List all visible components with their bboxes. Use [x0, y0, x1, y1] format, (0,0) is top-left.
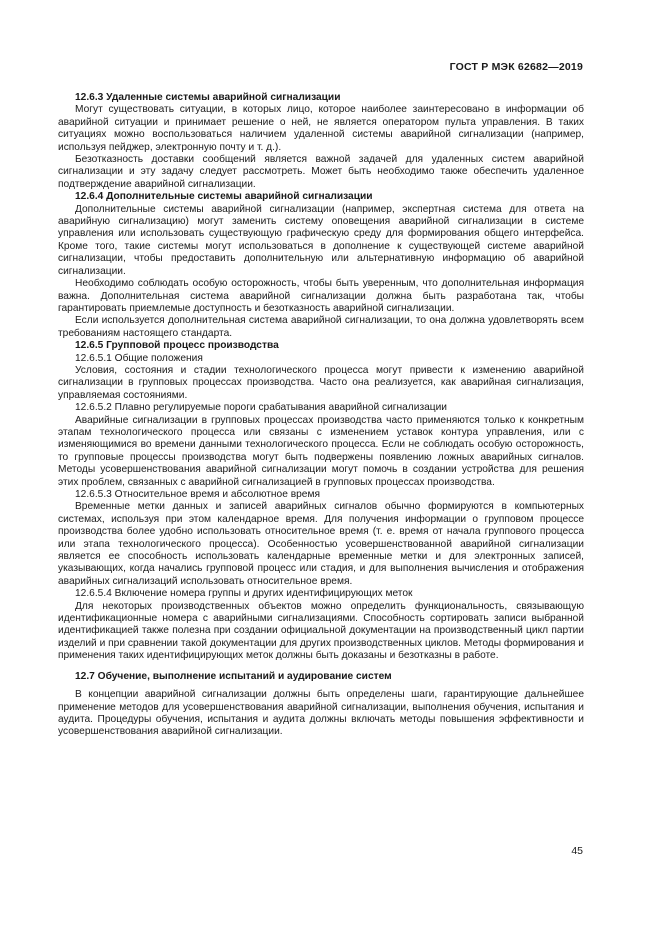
subsection-heading-12-6-5-2: 12.6.5.2 Плавно регулируемые пороги срабатывания аварийной сигнализации: [75, 402, 447, 414]
section-heading-12-6-3: 12.6.3 Удаленные системы аварийной сигнализации: [75, 92, 341, 103]
paragraph: Необходимо соблюдать особую осторожность, чтобы быть уверенным, что дополнительная информация важна. Дополнительная система аварийной сигнализации должна быть разработана так, чтобы гарантировать приемлемые доступность и безотказность аварийной сигнализации.: [58, 278, 584, 314]
section-heading-12-7: 12.7 Обучение, выполнение испытаний и аудирование систем: [75, 670, 392, 682]
paragraph: Если используется дополнительная система аварийной сигнализации, то она должна удовлетворять всем требованиям настоящего стандарта.: [58, 315, 584, 339]
section-heading-12-6-4: 12.6.4 Дополнительные системы аварийной сигнализации: [75, 191, 373, 203]
section-heading-12-6-5: 12.6.5 Групповой процесс производства: [75, 340, 279, 352]
subsection-heading-12-6-5-4: 12.6.5.4 Включение номера группы и других идентифицирующих меток: [75, 588, 413, 600]
paragraph: В концепции аварийной сигнализации должны быть определены шаги, гарантирующие дальнейшее применение методов для усовершенствования аварийной сигнализации, выполнения обучения, испытания и аудита. Процедуры обучения, испытания и аудита должны включать методы повышения эффективности и усовершенствования аварийной сигнализации.: [58, 689, 584, 738]
subsection-heading-12-6-5-3: 12.6.5.3 Относительное время и абсолютное время: [75, 489, 320, 500]
paragraph: Безотказность доставки сообщений является важной задачей для удаленных систем аварийной сигнализации и эту задачу следует рассмотреть. Может быть необходимо также обеспечить удаленное подтверждение аварийной сигнализации.: [58, 154, 584, 190]
paragraph: Могут существовать ситуации, в которых лицо, которое наиболее заинтересовано в информации об аварийной ситуации и принимает решение о ней, не является оператором пульта управления. В таких ситуациях можно воспользоваться наличием удаленной системы аварийной сигнализации (например, используя пейджер, электронную почту и т. д.).: [58, 104, 584, 153]
paragraph: Временные метки данных и записей аварийных сигналов обычно формируются в компьютерных системах, используя при этом календарное время. Для получения информации о групповом процессе производства более удобно использовать относительное время (т. е. время от начала группового процесса или этапа технологического процесса). Особенностью усовершенствованной аварийной сигнализации является ее способность использовать календарные временные метки и для электронных записей, указывающих, когда начались групповой процесс или стадия, и для выполнения вычисления и отображения аварийных сигнализаций использовать относительное время.: [58, 501, 584, 587]
paragraph: Аварийные сигнализации в групповых процессах производства часто применяются только к конкретным этапам технологического процесса или связаны с изменением уставок контура управления, или с изменяющимися во времени данными технологического процесса. Если не соблюдать особую осторожность, то групповые процессы производства могут быть подвержены появлению ложных аварийных сигналов. Методы усовершенствования аварийной сигнализации могут помочь в создании устройства для решения этих проблем, связанных с аварийной сигнализацией в групповых процессах производства.: [58, 414, 584, 488]
subsection-heading-12-6-5-1: 12.6.5.1 Общие положения: [75, 352, 203, 364]
page-number: 45: [571, 845, 583, 857]
paragraph: Дополнительные системы аварийной сигнализации (например, экспертная система для ответа на аварийную сигнализацию) могут заменить систему оповещения аварийной сигнализации в системе управления или использовать существующую графическую среду для формирования общего интерфейса. Кроме того, такие системы могут использоваться в дополнение к существующей системе аварийной сигнализации, чтобы предоставить дополнительную или альтернативную информацию об аварийной сигнализации.: [58, 203, 584, 277]
standard-designation: ГОСТ Р МЭК 62682—2019: [449, 61, 583, 73]
document-body: [58, 92, 584, 739]
paragraph: Условия, состояния и стадии технологического процесса могут привести к изменению аварийной сигнализации в групповых процессах производства. Часто она реализуется, как аварийная сигнализация, управляемая состояниями.: [58, 364, 584, 401]
paragraph: Для некоторых производственных объектов можно определить функциональность, связывающую идентификационные номера с аварийными сигнализациями. Способность сортировать записи выбранной идентификацией также полезна при создании официальной документации на производственный цикл партии изделий и при сравнении такой документации для других производственных циклов. Методы формирования и применения таких идентифицирующих меток должны быть доказаны и безотказны в работе.: [58, 600, 584, 662]
